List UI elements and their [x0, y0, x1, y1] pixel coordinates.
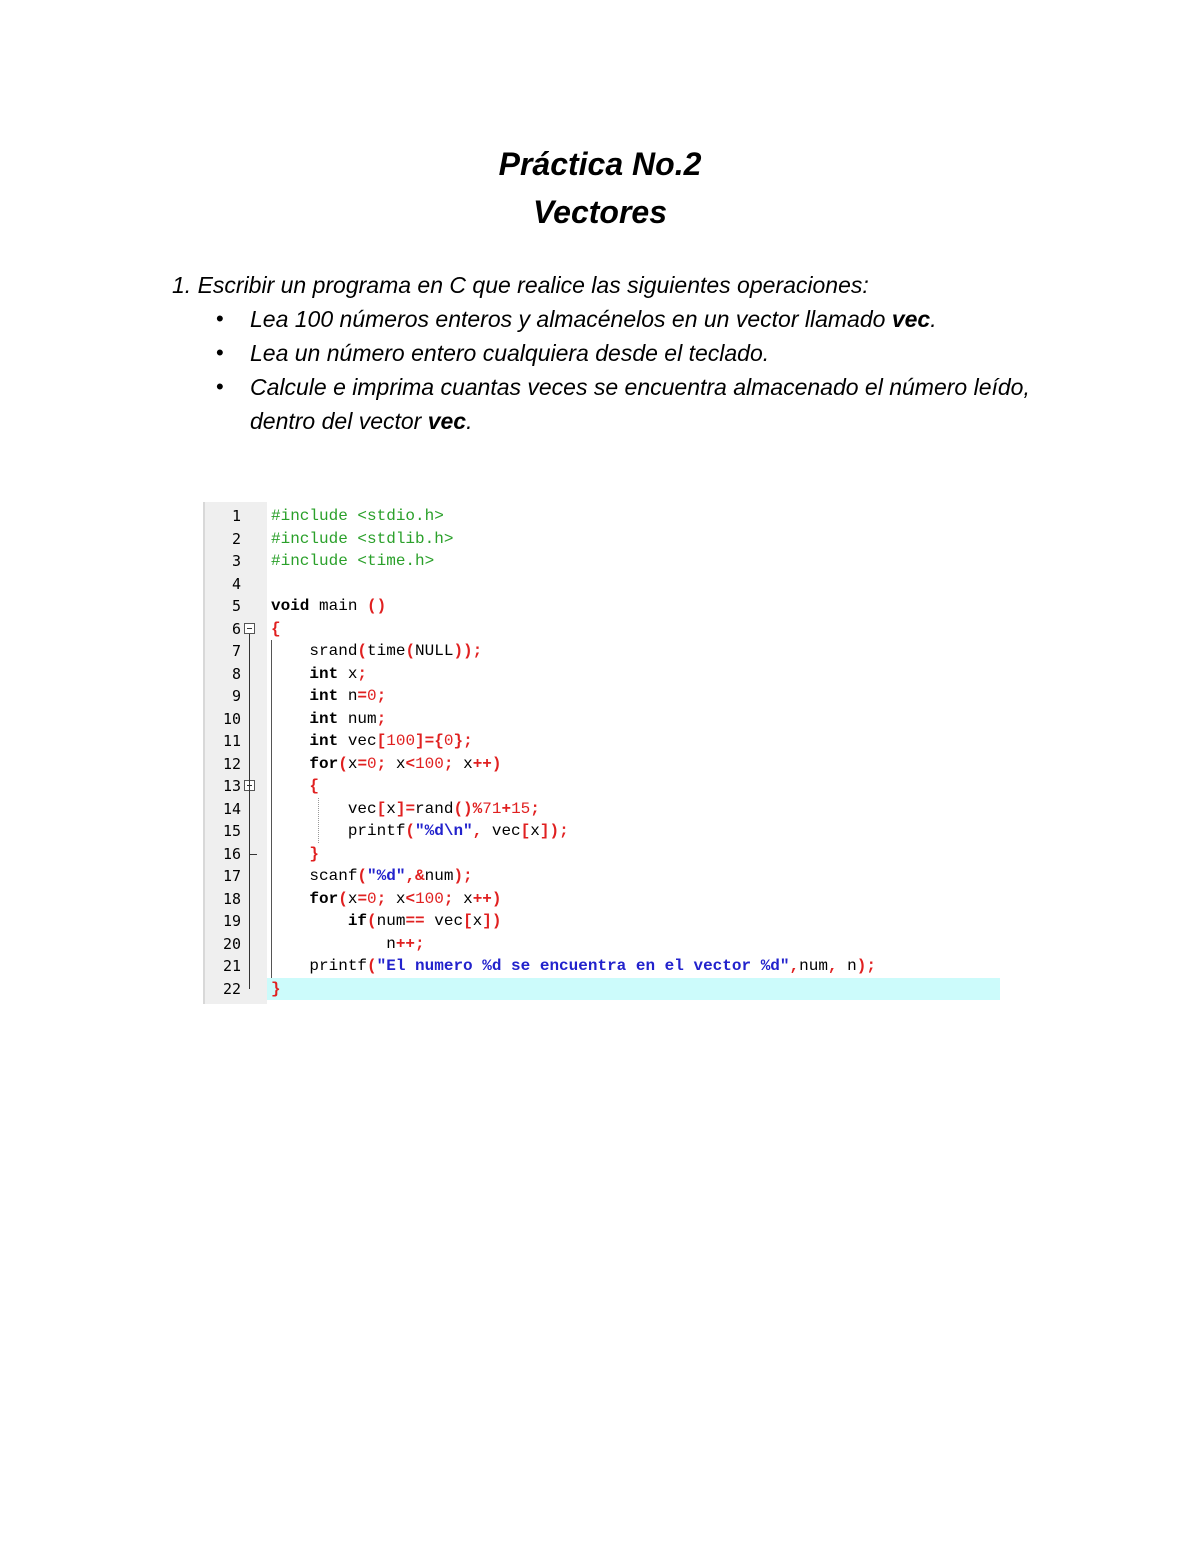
line-number: 4 — [231, 574, 241, 593]
code-token: 15 — [511, 799, 531, 818]
code-line — [205, 820, 1000, 842]
code-token: ; — [443, 754, 464, 773]
code-token: == — [405, 912, 435, 930]
code-text — [271, 888, 502, 910]
code-token: 100 — [386, 732, 416, 750]
exercise-bullet-list — [172, 302, 1052, 438]
code-token: 100 — [415, 889, 444, 908]
code-token: ( — [338, 889, 348, 908]
code-token: ]={ — [415, 732, 444, 750]
code-token: x — [395, 754, 406, 773]
code-text — [271, 595, 386, 617]
code-token: { — [271, 777, 320, 795]
exercise-1 — [172, 268, 1052, 438]
code-token: ); — [856, 957, 876, 975]
code-token: for — [271, 889, 339, 908]
line-number: 19 — [222, 912, 241, 930]
line-number: 2 — [231, 529, 241, 548]
code-token: x — [347, 664, 358, 683]
code-token: 100 — [415, 754, 444, 773]
line-number: 21 — [222, 957, 241, 975]
code-token: ( — [338, 754, 348, 773]
code-text — [271, 753, 502, 775]
code-line — [205, 708, 1000, 730]
code-line — [205, 843, 1000, 865]
code-token: , — [472, 822, 492, 840]
code-token: int — [271, 732, 348, 750]
code-token: ++) — [472, 754, 502, 773]
code-token: ( — [405, 822, 416, 840]
line-number: 1 — [231, 507, 241, 525]
code-token: ( — [357, 867, 368, 885]
code-token: printf — [271, 822, 406, 840]
code-text — [271, 978, 281, 1000]
code-text — [271, 505, 444, 527]
code-line — [205, 685, 1000, 707]
bullet-tail: . — [930, 306, 937, 332]
exercise-lead: 1. Escribir un programa en C que realice las siguientes operaciones: — [172, 272, 869, 298]
code-editor-screenshot — [203, 502, 1000, 1004]
line-number: 11 — [222, 732, 241, 750]
code-line — [205, 798, 1000, 820]
code-line — [205, 910, 1000, 932]
code-token: ; — [443, 889, 464, 908]
code-token: + — [501, 799, 512, 818]
code-token: ]) — [482, 912, 502, 930]
code-token: n — [847, 957, 857, 975]
code-token: 0 — [367, 889, 377, 908]
line-number: 6 — [231, 619, 241, 638]
bullet-text: Lea un número entero cualquiera desde el teclado. — [250, 340, 770, 366]
code-token: if — [271, 912, 368, 930]
code-line — [205, 505, 1000, 527]
code-text — [271, 730, 473, 752]
bullet-bold: vec — [427, 408, 467, 434]
code-line — [205, 640, 1000, 662]
code-token: ,& — [405, 867, 425, 885]
code-token: ; — [376, 889, 396, 908]
line-number: 17 — [222, 867, 241, 885]
code-token: num — [424, 867, 454, 885]
code-token: [ — [520, 822, 531, 840]
page-title: Práctica No.2 — [498, 146, 702, 182]
bullet-tail: . — [466, 408, 473, 434]
code-token: x — [386, 799, 396, 818]
code-token: vec — [347, 732, 377, 750]
line-number: 13 — [222, 777, 241, 795]
code-token: 0 — [443, 732, 454, 750]
list-item — [172, 370, 1052, 438]
code-token: x — [463, 889, 473, 908]
code-token: #include <time.h> — [271, 552, 435, 570]
bullet-icon: • — [216, 340, 224, 365]
code-token: < — [405, 889, 416, 908]
code-text — [271, 550, 434, 572]
code-line — [205, 753, 1000, 775]
code-token: = — [357, 754, 368, 773]
code-token: "El numero %d se encuentra en el vector %d" — [376, 957, 790, 975]
code-token: printf — [271, 957, 368, 975]
code-token: ; — [530, 799, 540, 818]
bullet-text: Calcule e imprima cuantas veces se encuentra almacenado el número leído, dentro del vector — [250, 374, 1030, 434]
code-token: ); — [453, 867, 473, 885]
code-token: x — [530, 822, 540, 840]
code-token: NULL — [415, 642, 454, 660]
code-line — [205, 865, 1000, 887]
code-line — [205, 573, 1000, 595]
code-token: rand — [415, 799, 454, 818]
code-line — [205, 730, 1000, 752]
code-token: num — [799, 957, 828, 975]
line-number: 8 — [231, 664, 241, 683]
code-token: x — [472, 912, 483, 930]
code-token: num — [376, 912, 406, 930]
code-token: ; — [376, 754, 396, 773]
code-token: n — [347, 687, 358, 705]
code-token: { — [271, 619, 281, 638]
page-subtitle: Vectores — [533, 194, 667, 230]
code-token: ]= — [395, 799, 416, 818]
code-line — [222, 978, 1000, 1000]
bullet-bold: vec — [891, 306, 931, 332]
line-number: 22 — [222, 979, 241, 998]
code-line — [205, 663, 1000, 685]
line-number: 12 — [222, 754, 241, 773]
line-number: 7 — [231, 642, 241, 660]
code-token: < — [405, 754, 416, 773]
code-token: ; — [376, 687, 387, 705]
code-token: , — [789, 957, 800, 975]
code-token: () — [367, 597, 387, 615]
code-line — [205, 618, 1000, 640]
code-token: = — [357, 889, 368, 908]
code-text — [271, 708, 386, 730]
line-number: 9 — [231, 687, 241, 705]
code-line — [205, 550, 1000, 572]
code-token: ; — [376, 709, 387, 728]
code-token: x — [347, 889, 358, 908]
line-number: 15 — [222, 822, 241, 840]
code-token: n — [271, 934, 396, 953]
fold-end-marker — [249, 854, 257, 855]
line-number: 20 — [222, 934, 241, 953]
code-token: x — [395, 889, 406, 908]
code-token: ( — [367, 912, 377, 930]
code-token: main — [319, 597, 368, 615]
code-line — [205, 888, 1000, 910]
code-token: ++) — [472, 889, 502, 908]
code-token: vec — [434, 912, 464, 930]
list-item — [172, 336, 1052, 370]
code-text — [271, 528, 453, 550]
code-token: [ — [463, 912, 473, 930]
code-token: ( — [367, 957, 377, 975]
code-token: ()% — [453, 799, 483, 818]
code-token: [ — [376, 799, 387, 818]
code-token: ++; — [395, 934, 425, 953]
code-token: [ — [376, 732, 387, 750]
code-token: 0 — [367, 754, 377, 773]
code-line — [205, 955, 1000, 977]
code-token: )); — [453, 642, 483, 660]
code-line — [205, 775, 1000, 797]
code-text — [271, 933, 425, 955]
code-token: "%d" — [367, 867, 406, 885]
code-text — [271, 865, 473, 887]
code-token: x — [463, 754, 473, 773]
code-token: srand — [271, 642, 358, 660]
code-token: ; — [357, 664, 368, 683]
line-number: 10 — [222, 709, 241, 728]
line-number: 18 — [222, 889, 241, 908]
list-item — [172, 302, 1052, 336]
fold-rail — [249, 634, 250, 989]
code-token: } — [271, 979, 281, 998]
indent-guide — [318, 798, 319, 843]
code-token: x — [347, 754, 358, 773]
code-token: ]); — [539, 822, 569, 840]
code-token: int — [271, 687, 348, 705]
code-token: , — [827, 957, 848, 975]
fold-toggle-icon[interactable] — [244, 623, 255, 634]
code-token: #include <stdlib.h> — [271, 529, 454, 548]
indent-guide — [271, 640, 272, 978]
code-token: vec — [491, 822, 521, 840]
code-line — [205, 595, 1000, 617]
code-text — [271, 843, 319, 865]
code-line — [205, 528, 1000, 550]
code-token: num — [347, 709, 377, 728]
code-text — [271, 685, 386, 707]
line-number: 5 — [231, 597, 241, 615]
line-number: 3 — [231, 552, 241, 570]
bullet-icon: • — [216, 374, 224, 399]
code-text — [271, 910, 501, 932]
code-token: vec — [271, 799, 377, 818]
code-token: }; — [453, 732, 473, 750]
code-token: 71 — [482, 799, 502, 818]
code-text — [271, 820, 569, 842]
code-token: ( — [405, 642, 416, 660]
code-token: "%d\n" — [415, 822, 473, 840]
code-token: 0 — [367, 687, 377, 705]
bullet-icon: • — [216, 306, 224, 331]
code-token: #include <stdio.h> — [271, 507, 444, 525]
code-text — [271, 775, 319, 797]
code-text — [271, 618, 281, 640]
line-number: 16 — [222, 844, 241, 863]
code-text — [271, 798, 540, 820]
line-number: 14 — [222, 799, 241, 818]
code-token: } — [271, 844, 320, 863]
code-token: int — [271, 664, 348, 683]
code-token: void — [271, 597, 320, 615]
code-text — [271, 640, 482, 662]
code-line — [205, 933, 1000, 955]
code-token: for — [271, 754, 339, 773]
code-token: ( — [357, 642, 368, 660]
code-token: int — [271, 709, 348, 728]
bullet-text: Lea 100 números enteros y almacénelos en un vector llamado — [250, 306, 892, 332]
code-token: = — [357, 687, 368, 705]
code-text — [271, 955, 876, 977]
code-text — [271, 663, 367, 685]
code-token: time — [367, 642, 406, 660]
code-token: scanf — [271, 867, 358, 885]
